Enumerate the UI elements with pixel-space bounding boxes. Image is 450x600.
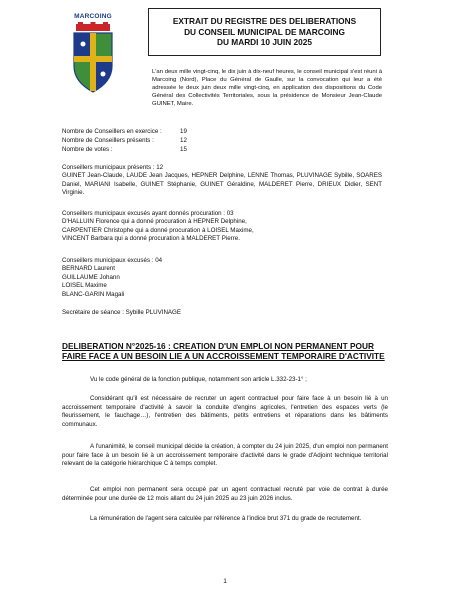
count-label: Nombre de votes : [62,146,113,154]
title-line-2: DU CONSEIL MUNICIPAL DE MARCOING [184,26,345,37]
secretary-line: Secrétaire de séance : Sybille PLUVINAGE [62,309,181,316]
excused-name: BLANC-GARIN Magali [62,290,125,298]
present-heading: Conseillers municipaux présents : 12 [62,164,164,171]
excused-heading: Conseillers municipaux excusés : 04 [62,257,163,264]
decision-paragraph: A l'unanimité, le conseil municipal décide la création, à compter du 24 juin 2025, d'un emploi non permanent pour faire face à un besoin lié à un accroissement temporaire d'activité dans le grade d'Adjoint technique territorial relevant de la catégorie hiérarchique C à temps complet. [62,443,388,468]
proxy-heading: Conseillers municipaux excusés ayant donnés procuration : 03 [62,210,234,217]
count-label: Nombre de Conseillers présents : [62,137,154,145]
count-value: 19 [180,128,187,136]
page-number: 1 [223,578,227,585]
considering-paragraph: Considérant qu'il est nécessaire de recruter un agent contractuel pour faire face à un besoin lié à un accroissement temporaire d'activité à savoir la conduite d'engins agricoles, l'entretien des espaces verts (le fleurissement, le fauchage…), l'entretien des bâtiments, petits entretiens et réparations dans les bâtiments communaux. [62,395,388,428]
remuneration-paragraph: La rémunération de l'agent sera calculée par référence à l'indice brut 371 du grade de recrutement. [90,515,362,522]
proxy-members [62,210,382,244]
excused-name: GUILLAUME Johann [62,273,120,281]
municipal-logo [70,13,116,99]
title-box [148,8,381,56]
excused-members [62,257,382,299]
excused-name: BERNARD Laurent [62,265,115,273]
title-line-1: EXTRAIT DU REGISTRE DES DELIBERATIONS [172,16,357,27]
proxy-line: VINCENT Barbara qui a donné procuration à MALDERET Pierre. [62,235,240,243]
title-line-3: DU MARDI 10 JUIN 2025 [217,37,312,48]
proxy-line: D'HALLUIN Florence qui a donné procuration à HEPNER Delphine, [62,218,247,226]
session-secretary [62,309,382,317]
count-label: Nombre de Conseillers en exercice : [62,128,162,136]
preamble-paragraph: L'an deux mille vingt-cinq, le dix juin à dix-neuf heures, le conseil municipal s'est réuni à Marcoing (Nord), Place du Général de Gaulle, sur la convocation qui leur a été adressée le deux juin deux mille vingt-cinq, en application des dispositions du Code Général des Collectivités Territoriales, sous la présidence de Monsieur Jean-Claude GUINET, Maire. [152,69,382,108]
present-members [62,164,382,198]
count-value: 15 [180,146,187,154]
logo-text: MARCOING [74,13,112,20]
present-names: GUINET Jean-Claude, LAUDE Jean Jacques, HEPNER Delphine, LENNE Thomas, PLUVINAGE Sybille, SOARES Daniel, MARIANI Isabelle, GUINET Stéphanie, GUINET Géraldine, MALDERET Pierre, DRIEUX Didier, SENT Virginie. [62,172,382,197]
count-value: 12 [180,137,187,145]
count-row [62,146,262,155]
legal-basis-paragraph: Vu le code général de la fonction publique, notamment son article L.332-23-1° ; [90,376,307,383]
count-row [62,137,262,146]
count-row [62,128,262,137]
deliberation-title: DELIBERATION N°2025-16 : CREATION D'UN EMPLOI NON PERMANENT POUR FAIRE FACE A UN BESOIN LIE A UN ACCROISSEMENT TEMPORAIRE D'ACTIVITE [62,341,385,362]
council-counts [62,128,262,155]
contract-paragraph: Cet emploi non permanent sera occupé par un agent contractuel recruté par voie de contrat à durée déterminée pour une durée de 12 mois allant du 24 juin 2025 au 23 juin 2026 inclus. [62,486,388,502]
coat-of-arms-icon [70,22,116,98]
proxy-line: CARPENTIER Christophe qui a donné procuration à LOISEL Maxime, [62,226,254,234]
excused-name: LOISEL Maxime [62,282,107,290]
